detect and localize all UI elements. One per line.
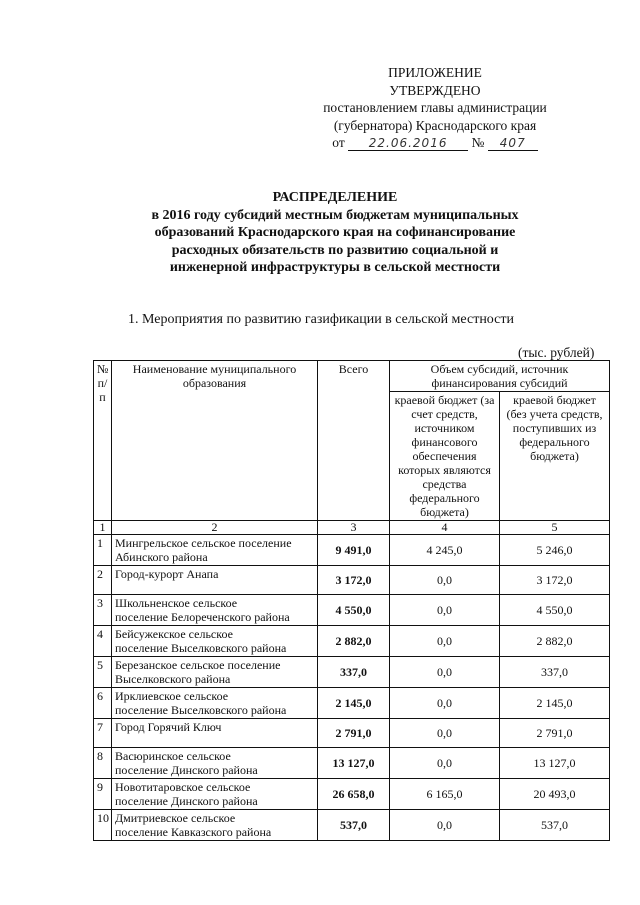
header-group: Объем субсидий, источник финансирования субсидий <box>390 361 610 392</box>
index-cell: 3 <box>318 521 390 535</box>
federal-value: 0,0 <box>390 810 500 841</box>
federal-value: 0,0 <box>390 748 500 779</box>
municipality-name-line-1: Город-курорт Анапа <box>115 567 219 581</box>
municipality-name <box>112 626 318 657</box>
total-value: 3 172,0 <box>318 566 390 595</box>
table-row <box>94 626 610 657</box>
regional-value: 537,0 <box>500 810 610 841</box>
row-number: 5 <box>94 657 112 688</box>
section-heading: 1. Мероприятия по развитию газификации в сельской местности <box>128 312 514 327</box>
index-cell: 4 <box>390 521 500 535</box>
municipality-name <box>112 748 318 779</box>
total-value: 9 491,0 <box>318 535 390 566</box>
regional-value: 3 172,0 <box>500 566 610 595</box>
regional-value: 13 127,0 <box>500 748 610 779</box>
header-name: Наименование муниципального образования <box>112 361 318 521</box>
regional-value: 4 550,0 <box>500 595 610 626</box>
municipality-name-line-1: Новотитаровское сельское <box>115 780 251 794</box>
table-row <box>94 779 610 810</box>
title-line-4: расходных обязательств по развитию социальной и <box>171 242 499 258</box>
row-number: 6 <box>94 688 112 719</box>
index-cell: 5 <box>500 521 610 535</box>
federal-value: 0,0 <box>390 719 500 748</box>
federal-value: 4 245,0 <box>390 535 500 566</box>
row-number: 7 <box>94 719 112 748</box>
federal-value: 0,0 <box>390 566 500 595</box>
municipality-name <box>112 719 318 748</box>
table-row <box>94 595 610 626</box>
appendix-label: ПРИЛОЖЕНИЕ <box>388 65 482 80</box>
regional-value: 2 882,0 <box>500 626 610 657</box>
table-row <box>94 566 610 595</box>
header-total: Всего <box>318 361 390 521</box>
regional-value: 5 246,0 <box>500 535 610 566</box>
federal-value: 6 165,0 <box>390 779 500 810</box>
table-row <box>94 748 610 779</box>
regional-value: 2 145,0 <box>500 688 610 719</box>
municipality-name-line-1: Школьненское сельское <box>115 596 238 610</box>
title-line-3: образований Краснодарского края на софинансирование <box>154 225 516 240</box>
row-number: 8 <box>94 748 112 779</box>
municipality-name-line-1: Васюринское сельское <box>115 749 231 763</box>
table-row <box>94 688 610 719</box>
number-prefix: № <box>471 135 485 150</box>
row-number: 10 <box>94 810 112 841</box>
regional-value: 337,0 <box>500 657 610 688</box>
total-value: 26 658,0 <box>318 779 390 810</box>
total-value: 2 791,0 <box>318 719 390 748</box>
municipality-name-line-1: Дмитриевское сельское <box>115 811 236 825</box>
municipality-name <box>112 657 318 688</box>
federal-value: 0,0 <box>390 595 500 626</box>
index-row <box>94 521 610 535</box>
municipality-name <box>112 810 318 841</box>
municipality-name-line-2: поселение Белореченского района <box>115 610 290 624</box>
municipality-name-line-1: Ирклиевское сельское <box>115 689 229 703</box>
resolution-line-2: (губернатора) Краснодарского края <box>333 117 537 133</box>
row-number: 3 <box>94 595 112 626</box>
header-num: № п/п <box>94 361 112 521</box>
total-value: 337,0 <box>318 657 390 688</box>
municipality-name-line-1: Мингрельское сельское поселение <box>115 536 292 550</box>
table-row <box>94 719 610 748</box>
handwritten-date: 22.06.2016 <box>348 136 468 151</box>
municipality-name-line-1: Город Горячий Ключ <box>115 720 222 734</box>
municipality-name <box>112 688 318 719</box>
total-value: 13 127,0 <box>318 748 390 779</box>
approved-label: УТВЕРЖДЕНО <box>389 82 481 98</box>
municipality-name-line-2: Абинского района <box>115 550 208 564</box>
index-cell: 2 <box>112 521 318 535</box>
row-number: 2 <box>94 566 112 595</box>
title-line-1: РАСПРЕДЕЛЕНИЕ <box>272 190 398 205</box>
header-regional: краевой бюджет (без учета средств, поступивших из федерального бюджета) <box>500 392 610 521</box>
total-value: 4 550,0 <box>318 595 390 626</box>
municipality-name-line-2: поселение Динского района <box>115 763 258 777</box>
units-label: (тыс. рублей) <box>518 345 595 360</box>
row-number: 9 <box>94 779 112 810</box>
index-cell: 1 <box>94 521 112 535</box>
approval-block <box>300 64 570 152</box>
municipality-name-line-1: Бейсужекское сельское <box>115 627 233 641</box>
total-value: 2 145,0 <box>318 688 390 719</box>
total-value: 537,0 <box>318 810 390 841</box>
regional-value: 2 791,0 <box>500 719 610 748</box>
title-line-5: инженерной инфраструктуры в сельской местности <box>169 260 501 275</box>
row-number: 4 <box>94 626 112 657</box>
municipality-name <box>112 595 318 626</box>
total-value: 2 882,0 <box>318 626 390 657</box>
row-number: 1 <box>94 535 112 566</box>
resolution-line: постановлением главы администрации <box>323 100 547 115</box>
title-line-2: в 2016 году субсидий местным бюджетам муниципальных <box>151 207 519 223</box>
table-row <box>94 657 610 688</box>
municipality-name <box>112 779 318 810</box>
date-number-row <box>300 134 570 152</box>
regional-value: 20 493,0 <box>500 779 610 810</box>
table-row <box>94 810 610 841</box>
subsidy-table <box>93 360 610 841</box>
handwritten-number: 407 <box>488 136 538 151</box>
table-row <box>94 535 610 566</box>
municipality-name-line-1: Березанское сельское поселение <box>115 658 281 672</box>
municipality-name-line-2: поселение Выселковского района <box>115 641 287 655</box>
municipality-name-line-2: Выселковского района <box>115 672 231 686</box>
header-federal: краевой бюджет (за счет средств, источником финансового обеспечения которых являются средства федерального бюджета) <box>390 392 500 521</box>
municipality-name-line-2: поселение Выселковского района <box>115 703 287 717</box>
municipality-name-line-2: поселение Динского района <box>115 794 258 808</box>
federal-value: 0,0 <box>390 688 500 719</box>
federal-value: 0,0 <box>390 657 500 688</box>
municipality-name <box>112 535 318 566</box>
municipality-name-line-2: поселение Кавказского района <box>115 825 272 839</box>
municipality-name <box>112 566 318 595</box>
document-title <box>100 189 570 277</box>
date-prefix: от <box>332 135 345 150</box>
federal-value: 0,0 <box>390 626 500 657</box>
